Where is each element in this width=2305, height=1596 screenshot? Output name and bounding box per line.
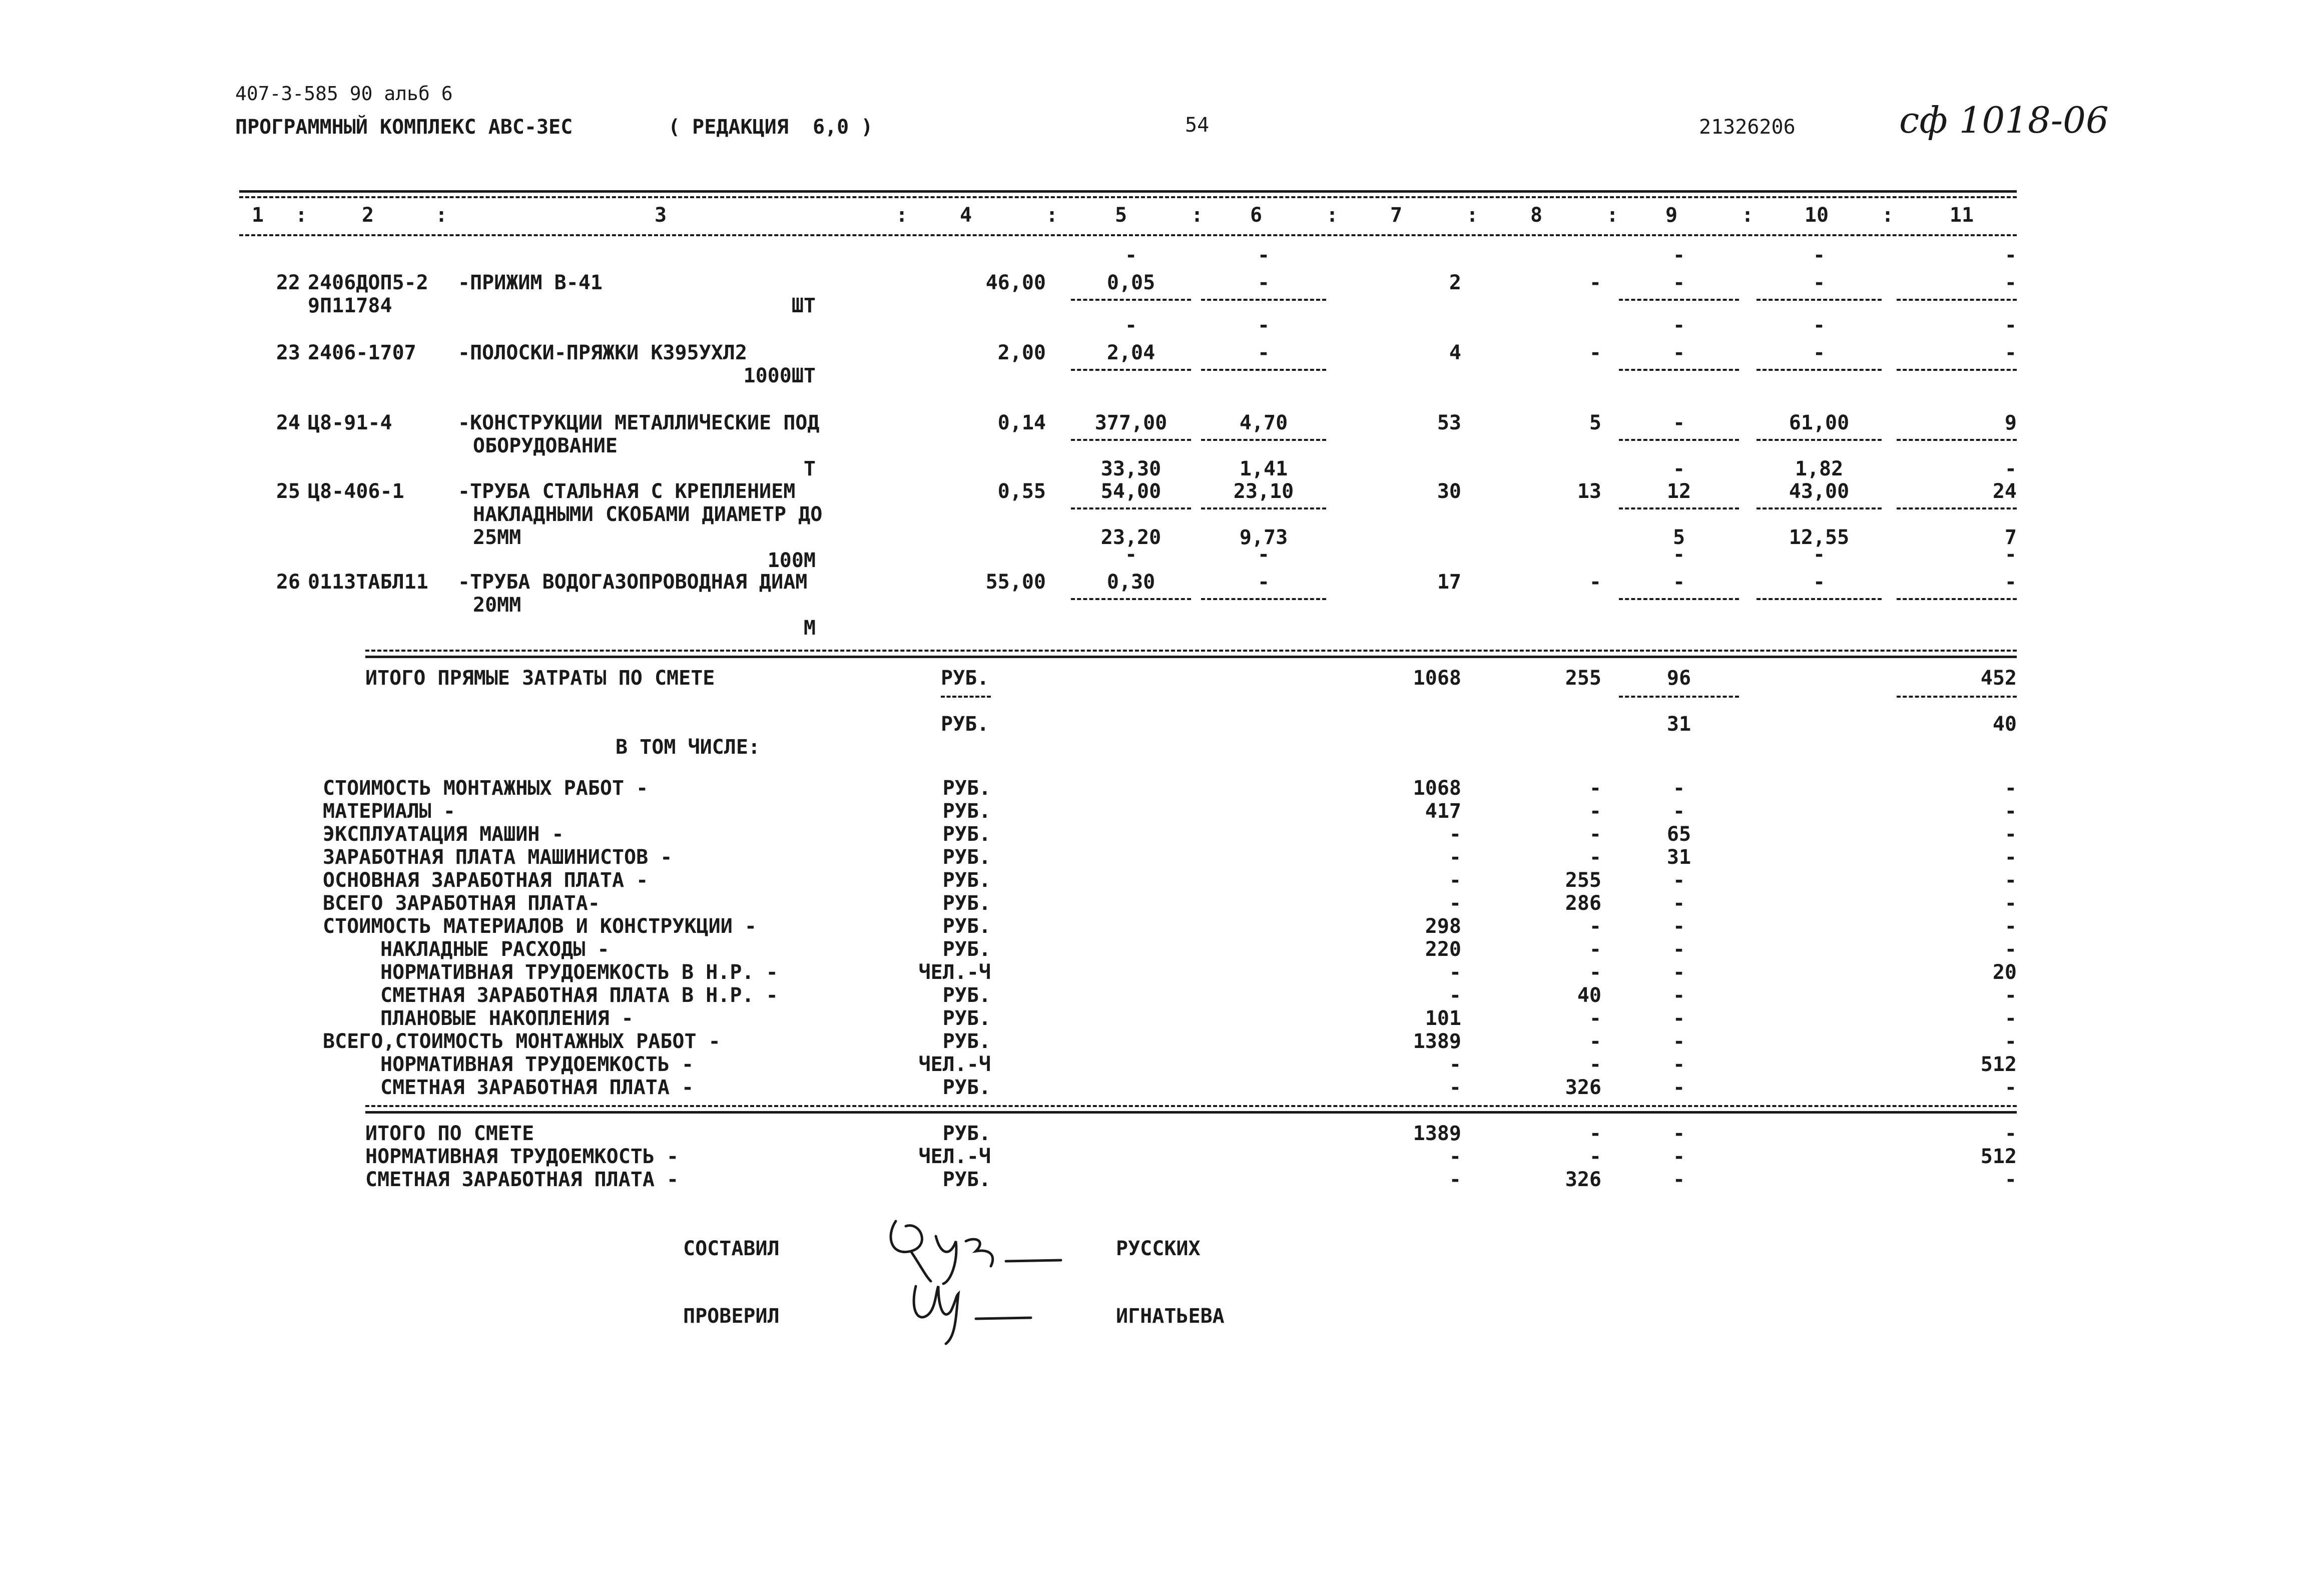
item-code: Ц8-91-4 (308, 411, 392, 434)
totals-col11: - (2004, 1168, 2017, 1191)
summary-col11: - (2004, 1076, 2017, 1099)
totals-unit: ЧЕЛ.-Ч (918, 1145, 991, 1168)
totals-col11: - (2004, 1122, 2017, 1145)
compiled-name: РУССКИХ (1116, 1237, 1201, 1260)
item-c5-value: 0,30 (1106, 571, 1156, 594)
totals-col7: - (1449, 1168, 1461, 1191)
column-header-3: 3 (654, 204, 667, 227)
item-c5-value: 377,00 (1094, 411, 1168, 434)
item-name-line: -КОНСТРУКЦИИ МЕТАЛЛИЧЕСКИЕ ПОД (458, 411, 820, 434)
item-c10-rule (1757, 369, 1882, 371)
item-c10-sub-value: 12,55 (1789, 526, 1850, 549)
summary-col8: - (1589, 823, 1601, 846)
totals-label: ИТОГО ПО СМЕТЕ (365, 1122, 534, 1145)
totals-unit: РУБ. (942, 1122, 991, 1145)
item-code: 0113ТАБЛ11 (308, 571, 428, 594)
item-c11-value: 9 (2004, 411, 2017, 434)
column-header-10: 10 (1804, 204, 1829, 227)
item-c5-rule (1071, 299, 1191, 301)
totals-rule (365, 1105, 2017, 1107)
summary-col9: 65 (1666, 823, 1691, 846)
item-number: 25 (276, 480, 300, 503)
summary-label: СМЕТНАЯ ЗАРАБОТНАЯ ПЛАТА В Н.Р. - (380, 984, 778, 1007)
item-c6-value: 4,70 (1239, 411, 1288, 434)
summary-col7: 101 (1425, 1007, 1461, 1030)
item-c6-value: - (1257, 571, 1270, 594)
direct-costs-unit-rule (941, 696, 991, 698)
item-col8: 13 (1577, 480, 1601, 503)
column-separator: : (1191, 204, 1204, 227)
item-c9-value: - (1672, 411, 1685, 434)
summary-col11: 20 (1992, 961, 2017, 984)
summary-label: ОСНОВНАЯ ЗАРАБОТНАЯ ПЛАТА - (323, 869, 649, 892)
direct-costs-col9-rule (1619, 696, 1739, 698)
summary-col8: - (1589, 800, 1601, 823)
item-c11-sub-value: - (2004, 543, 2017, 566)
item-c11-rule (1897, 299, 2017, 301)
column-header-5: 5 (1114, 204, 1127, 227)
summary-col7: - (1449, 984, 1461, 1007)
item-code: 2406ДОП5-2 (308, 271, 428, 294)
item-c10-value: - (1813, 341, 1826, 364)
item-c11-value: - (2004, 271, 2017, 294)
summary-col8: - (1589, 777, 1601, 800)
summary-col7: 1068 (1413, 777, 1461, 800)
totals-col8: 326 (1565, 1168, 1601, 1191)
summary-col8: - (1589, 1053, 1601, 1076)
item-code: 2406-1707 (308, 341, 416, 364)
column-separator: : (1466, 204, 1479, 227)
summary-col11: - (2004, 1030, 2017, 1053)
item-c5-rule (1071, 439, 1191, 441)
item-c5-value: 54,00 (1100, 480, 1162, 503)
item-name-line: -ПРИЖИМ В-41 (458, 271, 603, 294)
item-c11-rule (1897, 598, 2017, 600)
item-c11-value: 24 (1992, 480, 2017, 503)
summary-unit: ЧЕЛ.-Ч (918, 961, 991, 984)
checked-label: ПРОВЕРИЛ (683, 1305, 780, 1328)
item-name-line: 20ММ (473, 594, 521, 617)
summary-unit: РУБ. (942, 846, 991, 869)
summary-col9: - (1672, 869, 1685, 892)
item-name-line: ОБОРУДОВАНИЕ (473, 434, 618, 457)
item-c11-sub-value: - (2004, 244, 2017, 267)
item-c6-rule (1201, 369, 1326, 371)
item-c6-sub-value: 1,41 (1239, 457, 1288, 480)
column-separator: : (1326, 204, 1339, 227)
totals-col11: 512 (1980, 1145, 2017, 1168)
item-c5-sub-value: - (1124, 244, 1137, 267)
totals-rule-solid (365, 1111, 2017, 1114)
totals-col7: - (1449, 1145, 1461, 1168)
item-c10-sub-value: 1,82 (1795, 457, 1844, 480)
summary-col9: - (1672, 1053, 1685, 1076)
item-quantity: 55,00 (985, 571, 1046, 594)
table-header-rule (239, 234, 2017, 236)
summary-unit: РУБ. (942, 938, 991, 961)
checked-signature (901, 1271, 1041, 1346)
summary-label: ЗАРАБОТНАЯ ПЛАТА МАШИНИСТОВ - (323, 846, 673, 869)
totals-unit: РУБ. (942, 1168, 991, 1191)
item-unit: Т (803, 457, 816, 480)
item-c5-rule (1071, 598, 1191, 600)
item-code: Ц8-406-1 (308, 480, 404, 503)
item-c5-value: 0,05 (1106, 271, 1156, 294)
direct-costs-unit: РУБ. (941, 667, 989, 690)
item-c6-value: - (1257, 341, 1270, 364)
summary-col9: 31 (1666, 846, 1691, 869)
summary-col11: - (2004, 1007, 2017, 1030)
summary-unit: РУБ. (942, 1007, 991, 1030)
summary-col9: - (1672, 961, 1685, 984)
item-name-line: -ТРУБА ВОДОГАЗОПРОВОДНАЯ ДИАМ (458, 571, 808, 594)
summary-col9: - (1672, 1030, 1685, 1053)
item-col8: - (1589, 571, 1601, 594)
item-c11-value: - (2004, 341, 2017, 364)
column-header-7: 7 (1390, 204, 1403, 227)
item-name-line: 25ММ (473, 526, 521, 549)
direct-costs-unit-2: РУБ. (941, 713, 989, 736)
direct-costs-col9: 96 (1666, 667, 1691, 690)
summary-label: НАКЛАДНЫЕ РАСХОДЫ - (380, 938, 610, 961)
totals-label: СМЕТНАЯ ЗАРАБОТНАЯ ПЛАТА - (365, 1168, 679, 1191)
summary-col7: - (1449, 869, 1461, 892)
summary-col11: - (2004, 800, 2017, 823)
summary-label: СМЕТНАЯ ЗАРАБОТНАЯ ПЛАТА - (380, 1076, 694, 1099)
item-c6-sub-value: 9,73 (1239, 526, 1288, 549)
direct-costs-col11: 452 (1980, 667, 2017, 690)
summary-col11: - (2004, 984, 2017, 1007)
summary-col7: 220 (1425, 938, 1461, 961)
item-col8: - (1589, 271, 1601, 294)
item-number: 24 (276, 411, 300, 434)
summary-col7: 298 (1425, 915, 1461, 938)
checked-name: ИГНАТЬЕВА (1116, 1305, 1225, 1328)
totals-label: НОРМАТИВНАЯ ТРУДОЕМКОСТЬ - (365, 1145, 679, 1168)
item-unit: М (803, 617, 816, 640)
item-c10-rule (1757, 439, 1882, 441)
summary-col8: - (1589, 846, 1601, 869)
summary-col11: - (2004, 938, 2017, 961)
table-top-rule (239, 190, 2017, 193)
item-c9-value: - (1672, 271, 1685, 294)
summary-col11: 512 (1980, 1053, 2017, 1076)
column-separator: : (435, 204, 448, 227)
item-c9-value: 12 (1666, 480, 1691, 503)
summary-col7: - (1449, 846, 1461, 869)
summary-col7: - (1449, 892, 1461, 915)
item-c5-rule (1071, 369, 1191, 371)
item-c11-sub-value: - (2004, 314, 2017, 337)
item-number: 26 (276, 571, 300, 594)
summary-col7: - (1449, 823, 1461, 846)
item-unit: 1000ШТ (743, 364, 816, 387)
program-name: ПРОГРАММНЫЙ КОМПЛЕКС АВС-3ЕС (235, 116, 573, 139)
totals-col9: - (1672, 1122, 1685, 1145)
item-c9-rule (1619, 299, 1739, 301)
direct-costs-col7: 1068 (1413, 667, 1461, 690)
summary-unit: ЧЕЛ.-Ч (918, 1053, 991, 1076)
column-header-4: 4 (959, 204, 972, 227)
item-col8: 5 (1589, 411, 1601, 434)
item-c6-sub-value: - (1257, 543, 1270, 566)
direct-costs-col11-rule (1897, 696, 2017, 698)
summary-col8: - (1589, 961, 1601, 984)
item-c6-rule (1201, 439, 1326, 441)
item-c9-rule (1619, 598, 1739, 600)
item-c11-sub-value: 7 (2004, 526, 2017, 549)
direct-costs-col9-b: 31 (1666, 713, 1691, 736)
item-c10-value: - (1813, 271, 1826, 294)
column-header-9: 9 (1665, 204, 1678, 227)
item-c10-sub-value: - (1813, 314, 1826, 337)
item-unit: ШТ (791, 294, 816, 317)
totals-col8: - (1589, 1122, 1601, 1145)
item-c11-rule (1897, 439, 2017, 441)
item-col7: 30 (1437, 480, 1461, 503)
summary-col11: - (2004, 915, 2017, 938)
summary-col8: 286 (1565, 892, 1601, 915)
item-c5-sub-value: - (1124, 543, 1137, 566)
item-col8: - (1589, 341, 1601, 364)
item-quantity: 46,00 (985, 271, 1046, 294)
summary-col9: - (1672, 800, 1685, 823)
direct-costs-rule (365, 650, 2017, 652)
summary-col7: - (1449, 1076, 1461, 1099)
item-c9-sub-value: - (1672, 244, 1685, 267)
page-number: 54 (1185, 114, 1210, 137)
summary-label: НОРМАТИВНАЯ ТРУДОЕМКОСТЬ В Н.Р. - (380, 961, 778, 984)
item-c6-value: - (1257, 271, 1270, 294)
summary-unit: РУБ. (942, 869, 991, 892)
item-quantity: 2,00 (997, 341, 1046, 364)
summary-col9: - (1672, 984, 1685, 1007)
summary-col8: - (1589, 938, 1601, 961)
item-c5-sub-value: - (1124, 314, 1137, 337)
summary-label: ПЛАНОВЫЕ НАКОПЛЕНИЯ - (380, 1007, 634, 1030)
item-quantity: 0,55 (997, 480, 1046, 503)
item-number: 23 (276, 341, 300, 364)
document-reference: 407-3-585 90 альб 6 (235, 83, 453, 105)
handwritten-reference: сф 1018-06 (1899, 99, 2109, 141)
summary-col9: - (1672, 1007, 1685, 1030)
summary-col9: - (1672, 938, 1685, 961)
summary-unit: РУБ. (942, 984, 991, 1007)
item-c6-value: 23,10 (1233, 480, 1294, 503)
item-c10-sub-value: - (1813, 543, 1826, 566)
summary-col11: - (2004, 892, 2017, 915)
column-separator: : (1046, 204, 1058, 227)
item-name-line: НАКЛАДНЫМИ СКОБАМИ ДИАМЕТР ДО (473, 503, 823, 526)
item-c11-rule (1897, 369, 2017, 371)
column-separator: : (1606, 204, 1619, 227)
item-c9-value: - (1672, 571, 1685, 594)
item-c9-rule (1619, 507, 1739, 509)
summary-unit: РУБ. (942, 915, 991, 938)
direct-costs-col8: 255 (1565, 667, 1601, 690)
item-code-secondary: 9П11784 (308, 294, 392, 317)
summary-col8: - (1589, 1007, 1601, 1030)
item-c6-rule (1201, 598, 1326, 600)
totals-col7: 1389 (1413, 1122, 1461, 1145)
summary-col8: - (1589, 915, 1601, 938)
column-header-1: 1 (251, 204, 264, 227)
totals-col8: - (1589, 1145, 1601, 1168)
summary-label: ВСЕГО ЗАРАБОТНАЯ ПЛАТА- (323, 892, 600, 915)
item-c6-rule (1201, 299, 1326, 301)
item-c10-sub-value: - (1813, 244, 1826, 267)
item-name-line: -ПОЛОСКИ-ПРЯЖКИ К395УХЛ2 (458, 341, 747, 364)
direct-costs-col11-b: 40 (1992, 713, 2017, 736)
summary-col11: - (2004, 869, 2017, 892)
item-c6-sub-value: - (1257, 244, 1270, 267)
summary-col11: - (2004, 777, 2017, 800)
summary-col8: 255 (1565, 869, 1601, 892)
summary-col9: - (1672, 1076, 1685, 1099)
item-col7: 4 (1449, 341, 1461, 364)
summary-unit: РУБ. (942, 823, 991, 846)
column-separator: : (1882, 204, 1894, 227)
column-separator: : (896, 204, 908, 227)
item-c5-value: 2,04 (1106, 341, 1156, 364)
item-c6-rule (1201, 507, 1326, 509)
summary-unit: РУБ. (942, 800, 991, 823)
item-number: 22 (276, 271, 300, 294)
summary-col7: 1389 (1413, 1030, 1461, 1053)
item-unit: 100М (767, 549, 816, 572)
totals-col9: - (1672, 1145, 1685, 1168)
table-top-rule-dashed (239, 196, 2017, 198)
item-c11-sub-value: - (2004, 457, 2017, 480)
column-header-6: 6 (1250, 204, 1263, 227)
summary-col8: 326 (1565, 1076, 1601, 1099)
item-c10-value: 43,00 (1789, 480, 1850, 503)
item-col7: 2 (1449, 271, 1461, 294)
item-c11-value: - (2004, 571, 2017, 594)
item-c9-sub-value: - (1672, 314, 1685, 337)
item-c10-value: 61,00 (1789, 411, 1850, 434)
summary-unit: РУБ. (942, 777, 991, 800)
item-c10-value: - (1813, 571, 1826, 594)
including-label: В ТОМ ЧИСЛЕ: (616, 736, 760, 759)
compiled-label: СОСТАВИЛ (683, 1237, 780, 1260)
column-separator: : (295, 204, 308, 227)
column-separator: : (1742, 204, 1754, 227)
summary-col8: - (1589, 1030, 1601, 1053)
summary-unit: РУБ. (942, 1030, 991, 1053)
summary-label: НОРМАТИВНАЯ ТРУДОЕМКОСТЬ - (380, 1053, 694, 1076)
summary-col8: 40 (1577, 984, 1601, 1007)
item-quantity: 0,14 (997, 411, 1046, 434)
summary-col7: 417 (1425, 800, 1461, 823)
totals-col9: - (1672, 1168, 1685, 1191)
item-c10-rule (1757, 598, 1882, 600)
item-c9-sub-value: - (1672, 457, 1685, 480)
summary-col9: - (1672, 915, 1685, 938)
column-header-2: 2 (361, 204, 374, 227)
summary-unit: РУБ. (942, 1076, 991, 1099)
summary-col7: - (1449, 961, 1461, 984)
summary-col9: - (1672, 777, 1685, 800)
item-c10-rule (1757, 299, 1882, 301)
direct-costs-rule-solid (365, 656, 2017, 658)
summary-col9: - (1672, 892, 1685, 915)
summary-label: СТОИМОСТЬ МАТЕРИАЛОВ И КОНСТРУКЦИИ - (323, 915, 757, 938)
summary-label: МАТЕРИАЛЫ - (323, 800, 455, 823)
column-header-8: 8 (1530, 204, 1543, 227)
summary-col7: - (1449, 1053, 1461, 1076)
summary-label: ЭКСПЛУАТАЦИЯ МАШИН - (323, 823, 564, 846)
item-col7: 53 (1437, 411, 1461, 434)
summary-label: СТОИМОСТЬ МОНТАЖНЫХ РАБОТ - (323, 777, 649, 800)
item-c9-sub-value: 5 (1672, 526, 1685, 549)
item-c11-rule (1897, 507, 2017, 509)
item-c5-rule (1071, 507, 1191, 509)
summary-label: ВСЕГО,СТОИМОСТЬ МОНТАЖНЫХ РАБОТ - (323, 1030, 721, 1053)
direct-costs-label: ИТОГО ПРЯМЫЕ ЗАТРАТЫ ПО СМЕТЕ (365, 667, 715, 690)
summary-col11: - (2004, 846, 2017, 869)
item-c5-sub-value: 33,30 (1100, 457, 1162, 480)
item-c6-sub-value: - (1257, 314, 1270, 337)
item-c9-sub-value: - (1672, 543, 1685, 566)
item-c9-value: - (1672, 341, 1685, 364)
program-edition: ( РЕДАКЦИЯ 6,0 ) (668, 116, 873, 139)
document-code: 21326206 (1699, 116, 1796, 139)
item-c10-rule (1757, 507, 1882, 509)
item-col7: 17 (1437, 571, 1461, 594)
item-name-line: -ТРУБА СТАЛЬНАЯ С КРЕПЛЕНИЕМ (458, 480, 796, 503)
summary-col11: - (2004, 823, 2017, 846)
item-c5-sub-value: 23,20 (1100, 526, 1162, 549)
item-c9-rule (1619, 439, 1739, 441)
summary-unit: РУБ. (942, 892, 991, 915)
item-c9-rule (1619, 369, 1739, 371)
column-header-11: 11 (1949, 204, 1974, 227)
